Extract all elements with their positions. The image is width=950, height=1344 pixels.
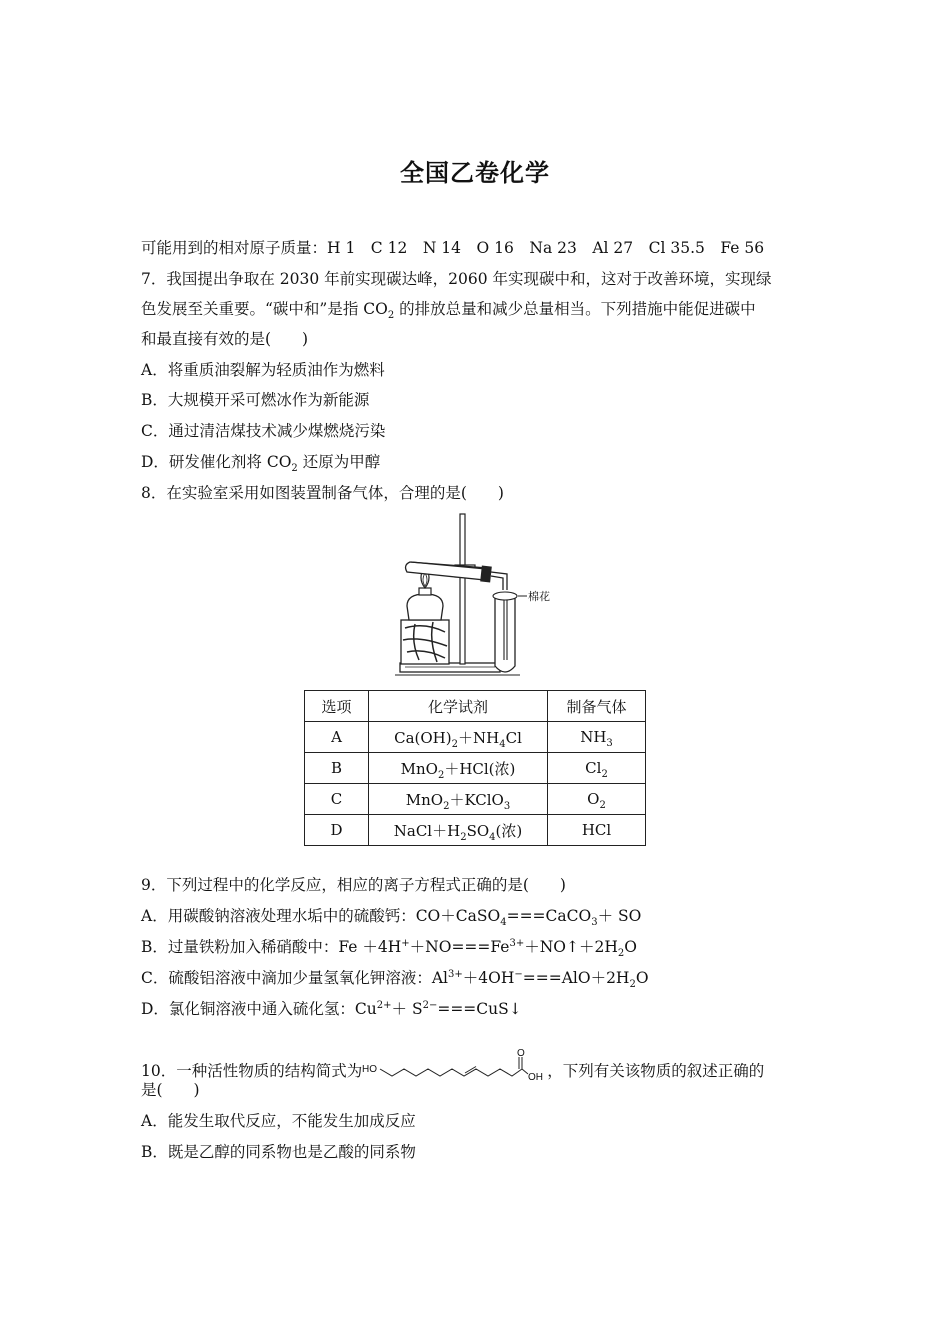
- q7-option-a: A．将重质油裂解为轻质油作为燃料: [141, 361, 385, 379]
- reagents-table: [304, 690, 646, 846]
- cotton-label: 棉花: [528, 590, 550, 603]
- table-cell-reagent: MnO$_2$＋HCl(浓): [369, 753, 548, 784]
- mol-oh-label: OH: [528, 1072, 544, 1083]
- table-header-row: [305, 691, 646, 722]
- table-cell-reagent: $Ca(OH)_2+NH_4Cl$: [369, 722, 548, 753]
- table-row: [305, 784, 646, 815]
- q9-option-b: B．过量铁粉加入稀硝酸中：$Fe +4H^++NO===Fe^{3+}+NO↑+2H_2O$: [141, 937, 637, 960]
- q9-option-c: C．硫酸铝溶液中滴加少量氢氧化钾溶液：$Al^{3+}+4OH^-===AlO+2H_2O$: [141, 968, 649, 991]
- q7-stem-line2: 色发展至关重要。“碳中和”是指 $CO_2$ 的排放总量和减少总量相当。下列措施中能促进碳中: [141, 300, 756, 322]
- table-cell-option: D: [305, 815, 369, 846]
- mol-o-label: O: [517, 1048, 526, 1059]
- q7-option-d: D．研发催化剂将 $CO_2$ 还原为甲醇: [141, 453, 381, 475]
- table-cell-option: C: [305, 784, 369, 815]
- q9-option-a: A．用碳酸钠溶液处理水垢中的硫酸钙：CO＋CaSO$_4$===CaCO$_3$＋ SO: [141, 907, 642, 929]
- table-row: [305, 815, 646, 846]
- table-cell-option: B: [305, 753, 369, 784]
- table-row: [305, 753, 646, 784]
- q10-option-b: B．既是乙醇的同系物也是乙酸的同系物: [141, 1143, 416, 1161]
- table-cell-gas: $O_2$: [548, 784, 646, 815]
- q10-stem: 10．一种活性物质的结构简式为 HO O OH ，下列有关该物质的叙述正确的: [141, 1048, 765, 1083]
- mol-ho-label: HO: [362, 1064, 378, 1075]
- table-header-option: 选项: [305, 691, 369, 722]
- q9-stem: 9．下列过程中的化学反应，相应的离子方程式正确的是( ): [141, 876, 566, 894]
- table-header-gas: 制备气体: [548, 691, 646, 722]
- table-cell-option: A: [305, 722, 369, 753]
- table-header-reagent: 化学试剂: [369, 691, 548, 722]
- q10-option-a: A．能发生取代反应，不能发生加成反应: [141, 1112, 416, 1130]
- table-cell-gas: $NH_3$: [548, 722, 646, 753]
- q7-option-c: C．通过清洁煤技术减少煤燃烧污染: [141, 422, 386, 440]
- table-cell-gas: $Cl_2$: [548, 753, 646, 784]
- lab-apparatus-figure: [385, 510, 565, 685]
- structural-formula: [362, 1048, 547, 1084]
- table-cell-gas: HCl: [548, 815, 646, 846]
- q7-stem-line1: 7．我国提出争取在 2030 年前实现碳达峰，2060 年实现碳中和，这对于改善环境，实现绿: [141, 270, 772, 288]
- table-cell-reagent: MnO$_2$＋KClO$_3$: [369, 784, 548, 815]
- q10-stem-line2: 是( ): [141, 1081, 200, 1099]
- q9-option-d: D．氯化铜溶液中通入硫化氢：$Cu^{2+}+$ $S^{2-}===CuS↓$: [141, 999, 522, 1018]
- page-title: 全国乙卷化学: [400, 159, 550, 187]
- table-cell-reagent: $NaCl+H_2SO_4$(浓): [369, 815, 548, 846]
- q7-option-b: B．大规模开采可燃冰作为新能源: [141, 391, 370, 409]
- table-row: [305, 722, 646, 753]
- q7-stem-line3: 和最直接有效的是( ): [141, 330, 309, 348]
- q8-stem: 8．在实验室采用如图装置制备气体，合理的是( ): [141, 484, 504, 502]
- atomic-masses: 可能用到的相对原子质量：H 1 C 12 N 14 O 16 Na 23 Al 27 Cl 35.5 Fe 56: [141, 239, 765, 257]
